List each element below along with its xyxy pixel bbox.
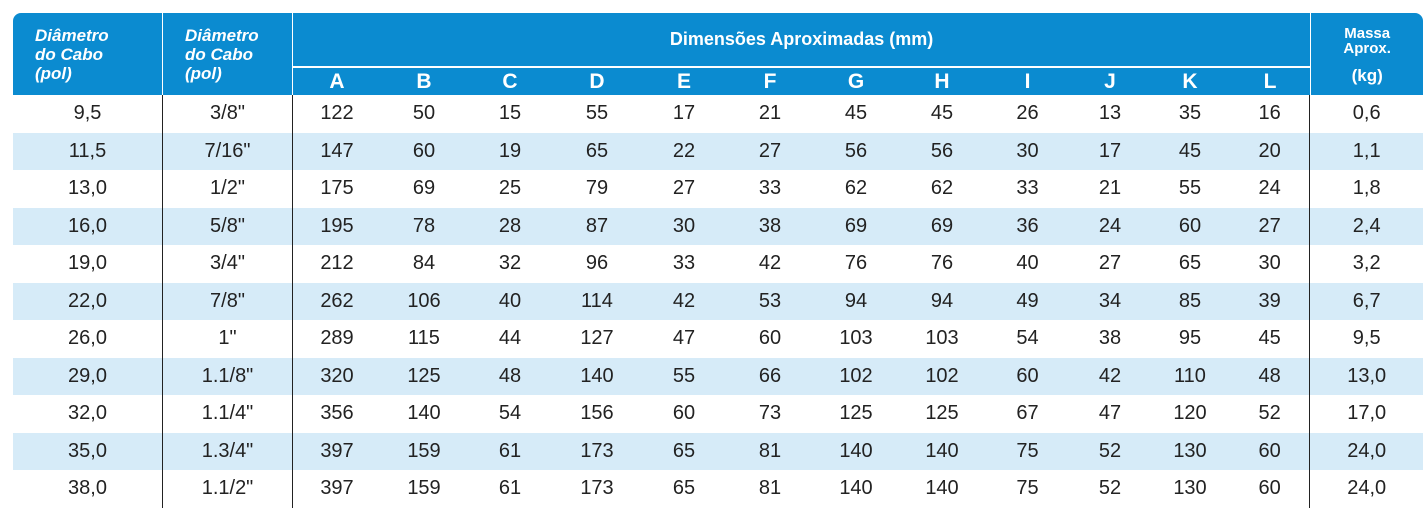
table-cell: 173 (553, 433, 641, 471)
table-cell: 20 (1230, 133, 1310, 171)
header-col2-line2: do Cabo (185, 44, 253, 64)
table-cell: 55 (585, 102, 609, 125)
table-cell: 55 (641, 358, 727, 396)
table-cell: 11,5 (13, 133, 163, 171)
header-col2-line1: Diâmetro (185, 25, 259, 45)
table-cell: 30 (985, 133, 1070, 171)
table-cell: 52 (1098, 477, 1122, 500)
table-cell: 103 (839, 327, 873, 350)
header-col2-line3: (pol) (185, 63, 222, 83)
table-cell: 76 (930, 252, 954, 275)
table-cell: 24,0 (1310, 433, 1423, 471)
table-cell: 75 (985, 433, 1070, 471)
header-letter-b: B (381, 68, 467, 95)
table-cell: 95 (1178, 327, 1202, 350)
table-cell: 397 (320, 477, 354, 500)
table-cell: 13,0 (1310, 358, 1423, 396)
table-cell: 73 (758, 402, 782, 425)
table-cell: 96 (585, 252, 609, 275)
table-cell: 15 (498, 102, 522, 125)
header-col1-line1: Diâmetro (35, 25, 109, 45)
table-cell: 22 (641, 133, 727, 171)
table-cell: 53 (727, 283, 813, 321)
table-cell: 1.1/8" (163, 358, 293, 396)
table-cell: 61 (498, 477, 522, 500)
table-cell: 60 (758, 327, 782, 350)
table-cell: 50 (412, 102, 436, 125)
header-cable-diameter-2 (163, 13, 293, 95)
table-cell: 56 (899, 133, 985, 171)
dimensions-table (13, 13, 1423, 508)
table-cell: 6,7 (1310, 283, 1423, 321)
table-row (13, 95, 1423, 133)
table-cell: 3,2 (1352, 252, 1381, 275)
table-cell: 52 (1070, 433, 1150, 471)
table-cell: 76 (844, 252, 868, 275)
table-cell: 67 (1016, 402, 1039, 425)
table-cell: 13,0 (13, 170, 163, 208)
table-cell: 62 (930, 177, 954, 200)
table-cell: 47 (672, 327, 696, 350)
table-cell: 34 (1070, 283, 1150, 321)
table-cell: 40 (467, 283, 553, 321)
table-cell: 156 (580, 402, 614, 425)
header-dimensions-group: Dimensões Aproximadas (mm) (293, 13, 1310, 68)
table-cell: 60 (985, 358, 1070, 396)
table-cell: 122 (320, 102, 354, 125)
table-cell: 32,0 (13, 395, 163, 433)
table-cell: 1" (163, 320, 293, 358)
table-cell: 48 (1230, 358, 1310, 396)
table-row (13, 395, 1423, 433)
table-cell: 130 (1173, 477, 1207, 500)
table-cell: 62 (844, 177, 868, 200)
table-body (13, 95, 1423, 508)
table-cell: 140 (553, 358, 641, 396)
table-cell: 60 (1230, 470, 1310, 508)
table-cell: 60 (672, 402, 696, 425)
table-cell: 42 (641, 283, 727, 321)
header-mass-line2: Aprox. (1343, 39, 1391, 57)
table-cell: 320 (293, 358, 381, 396)
table-cell: 38 (1098, 327, 1122, 350)
table-cell: 22,0 (13, 283, 163, 321)
table-cell: 27 (1230, 208, 1310, 246)
header-letter-h: H (899, 68, 985, 95)
table-cell: 75 (1016, 477, 1039, 500)
table-cell: 120 (1173, 402, 1207, 425)
table-cell: 65 (672, 477, 696, 500)
table-row (13, 470, 1423, 508)
table-cell: 173 (580, 477, 614, 500)
table-cell: 60 (1150, 208, 1230, 246)
table-cell: 3/8" (163, 95, 293, 133)
table-cell: 94 (813, 283, 899, 321)
header-cable-diameter-1 (13, 13, 163, 95)
table-cell: 66 (727, 358, 813, 396)
table-row (13, 358, 1423, 396)
table-cell: 1,8 (1352, 177, 1381, 200)
table-cell: 1.1/4" (163, 395, 293, 433)
table-cell: 1.3/4" (163, 433, 293, 471)
table-cell: 87 (553, 208, 641, 246)
table-cell: 78 (381, 208, 467, 246)
table-row (13, 433, 1423, 471)
table-cell: 56 (813, 133, 899, 171)
table-cell: 69 (412, 177, 436, 200)
table-row (13, 170, 1423, 208)
table-cell: 140 (813, 433, 899, 471)
table-cell: 69 (813, 208, 899, 246)
table-cell: 147 (293, 133, 381, 171)
table-cell: 1/2" (163, 170, 293, 208)
table-cell: 61 (467, 433, 553, 471)
table-cell: 85 (1150, 283, 1230, 321)
table-cell: 25 (498, 177, 522, 200)
table-cell: 54 (1016, 327, 1039, 350)
table-cell: 45 (844, 102, 868, 125)
table-cell: 33 (758, 177, 782, 200)
table-cell: 21 (758, 102, 782, 125)
table-cell: 16 (1230, 95, 1310, 133)
table-cell: 55 (1178, 177, 1202, 200)
table-cell: 84 (412, 252, 436, 275)
table-cell: 3/4" (163, 245, 293, 283)
table-cell: 33 (1016, 177, 1039, 200)
table-cell: 7/8" (163, 283, 293, 321)
table-cell: 19 (467, 133, 553, 171)
table-cell: 42 (1070, 358, 1150, 396)
table-cell: 7/16" (163, 133, 293, 171)
table-cell: 32 (498, 252, 522, 275)
table-cell: 81 (758, 477, 782, 500)
header-letter-l: L (1230, 68, 1310, 95)
table-cell: 48 (467, 358, 553, 396)
table-cell: 140 (925, 477, 959, 500)
table-cell: 125 (839, 402, 873, 425)
table-cell: 65 (641, 433, 727, 471)
table-cell: 45 (1150, 133, 1230, 171)
table-cell: 127 (580, 327, 614, 350)
table-cell: 2,4 (1310, 208, 1423, 246)
header-letter-f: F (727, 68, 813, 95)
table-cell: 130 (1150, 433, 1230, 471)
table-cell: 19,0 (13, 245, 163, 283)
table-cell: 30 (1230, 245, 1310, 283)
table-header (13, 13, 1423, 95)
table-cell: 33 (672, 252, 696, 275)
header-letter-g: G (813, 68, 899, 95)
table-cell: 9,5 (1352, 327, 1381, 350)
table-cell: 47 (1098, 402, 1122, 425)
table-cell: 28 (467, 208, 553, 246)
header-letter-i: I (985, 68, 1070, 95)
table-cell: 38,0 (13, 470, 163, 508)
header-col1-line3: (pol) (35, 63, 72, 83)
table-cell: 94 (899, 283, 985, 321)
table-cell: 140 (407, 402, 441, 425)
table-row (13, 133, 1423, 171)
table-cell: 24 (1230, 170, 1310, 208)
table-cell: 356 (320, 402, 354, 425)
table-cell: 24 (1070, 208, 1150, 246)
table-cell: 45 (1230, 320, 1310, 358)
table-cell: 140 (899, 433, 985, 471)
table-cell: 29,0 (13, 358, 163, 396)
table-cell: 102 (813, 358, 899, 396)
table-cell: 44 (498, 327, 522, 350)
table-row (13, 283, 1423, 321)
table-cell: 159 (381, 433, 467, 471)
table-cell: 39 (1230, 283, 1310, 321)
table-cell: 45 (930, 102, 954, 125)
table-cell: 125 (381, 358, 467, 396)
table-cell: 35 (1178, 102, 1202, 125)
header-letter-j: J (1070, 68, 1150, 95)
table-cell: 103 (925, 327, 959, 350)
table-cell: 195 (293, 208, 381, 246)
table-cell: 26 (1016, 102, 1039, 125)
table-cell: 13 (1098, 102, 1122, 125)
table-cell: 81 (727, 433, 813, 471)
header-row-top (13, 13, 1423, 68)
table-row (13, 208, 1423, 246)
table-cell: 21 (1098, 177, 1122, 200)
table-row (13, 245, 1423, 283)
table-cell: 140 (839, 477, 873, 500)
table-cell: 1.1/2" (163, 470, 293, 508)
table-cell: 175 (320, 177, 354, 200)
table-cell: 5/8" (163, 208, 293, 246)
table-cell: 0,6 (1352, 102, 1381, 125)
table-cell: 26,0 (13, 320, 163, 358)
table-cell: 42 (758, 252, 782, 275)
table-cell: 36 (985, 208, 1070, 246)
table-row (13, 320, 1423, 358)
table-cell: 65 (1178, 252, 1202, 275)
table-cell: 24,0 (1347, 477, 1387, 500)
table-cell: 54 (498, 402, 522, 425)
table-cell: 159 (407, 477, 441, 500)
table-cell: 49 (985, 283, 1070, 321)
table-cell: 65 (553, 133, 641, 171)
table-cell: 16,0 (13, 208, 163, 246)
table-cell: 397 (293, 433, 381, 471)
table-cell: 69 (899, 208, 985, 246)
table-cell: 60 (1230, 433, 1310, 471)
table-cell: 27 (727, 133, 813, 171)
table-cell: 79 (585, 177, 609, 200)
table-cell: 52 (1230, 395, 1310, 433)
header-mass-line1: Massa (1344, 24, 1391, 42)
table-cell: 9,5 (13, 95, 163, 133)
table-cell: 17,0 (1347, 402, 1387, 425)
header-letter-a: A (293, 68, 381, 95)
table-cell: 1,1 (1310, 133, 1423, 171)
table-cell: 27 (672, 177, 696, 200)
header-letter-c: C (467, 68, 553, 95)
header-col1-line2: do Cabo (35, 44, 103, 64)
header-mass-unit: (kg) (1351, 65, 1383, 85)
table-cell: 110 (1150, 358, 1230, 396)
table-cell: 38 (727, 208, 813, 246)
table-cell: 17 (1070, 133, 1150, 171)
header-mass (1310, 13, 1423, 95)
table-cell: 262 (293, 283, 381, 321)
table-cell: 289 (320, 327, 354, 350)
table-cell: 102 (899, 358, 985, 396)
table-cell: 106 (381, 283, 467, 321)
table-cell: 125 (925, 402, 959, 425)
header-letter-k: K (1150, 68, 1230, 95)
table-cell: 27 (1098, 252, 1122, 275)
table-cell: 114 (553, 283, 641, 321)
header-letter-d: D (553, 68, 641, 95)
table-cell: 212 (320, 252, 354, 275)
table-cell: 35,0 (13, 433, 163, 471)
table-cell: 60 (381, 133, 467, 171)
header-letter-e: E (641, 68, 727, 95)
table-cell: 30 (641, 208, 727, 246)
table-cell: 17 (672, 102, 696, 125)
table-cell: 115 (408, 327, 440, 350)
table-cell: 40 (1016, 252, 1039, 275)
